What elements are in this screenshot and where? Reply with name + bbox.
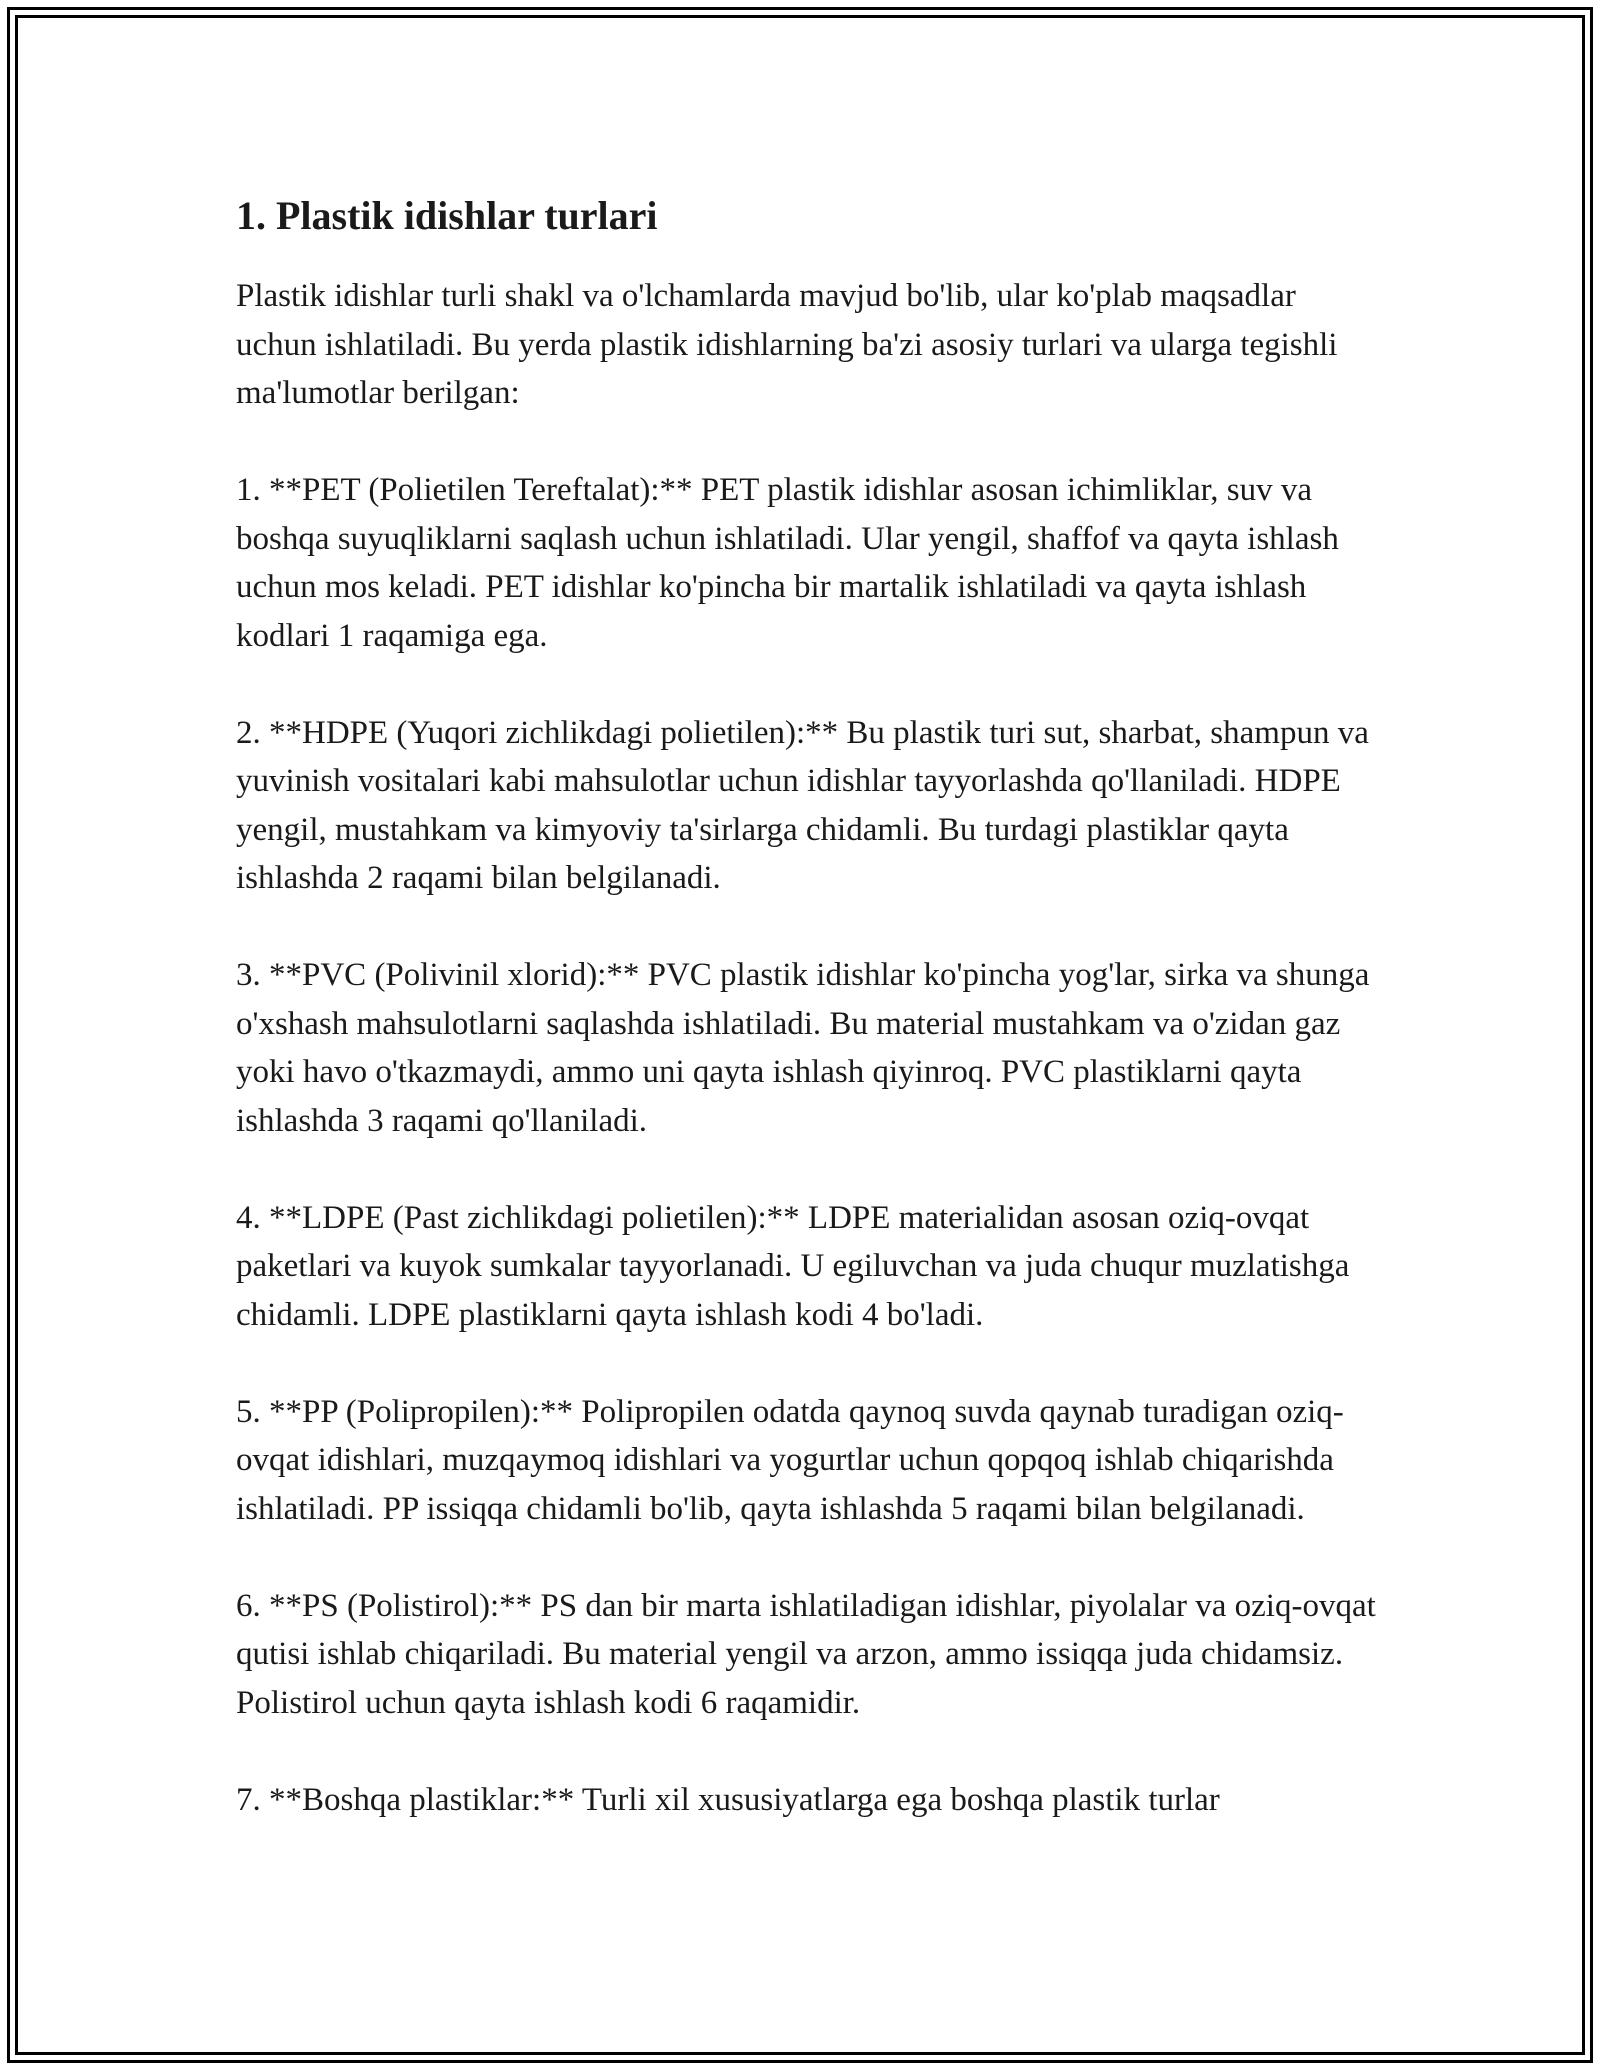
- list-item-pp: 5. **PP (Polipropilen):** Polipropilen odatda qaynoq suvda qaynab turadigan oziq-ovqat idishlari, muzqaymoq idishlari va yogurtlar uchun qopqoq ishlab chiqarishda ishlatiladi. PP issiqqa chidamli bo'lib, qayta ishlashda 5 raqami bilan belgilanadi.: [236, 1393, 1344, 1527]
- intro-paragraph: Plastik idishlar turli shakl va o'lchamlarda mavjud bo'lib, ular ko'plab maqsadlar uchun ishlatiladi. Bu yerda plastik idishlarning ba'zi asosiy turlari va ularga tegishli ma'lumotlar berilgan:: [236, 278, 1338, 411]
- list-item-ps: 6. **PS (Polistirol):** PS dan bir marta ishlatiladigan idishlar, piyolalar va oziq-ovqat qutisi ishlab chiqariladi. Bu material yengil va arzon, ammo issiqqa juda chidamsiz. Polistirol uchun qayta ishlash kodi 6 raqamidir.: [236, 1587, 1376, 1721]
- document-title: 1. Plastik idishlar turlari: [236, 193, 658, 238]
- list-item-hdpe: 2. **HDPE (Yuqori zichlikdagi polietilen):** Bu plastik turi sut, sharbat, shampun va yuvinish vositalari kabi mahsulotlar uchun idishlar tayyorlashda qo'llaniladi. HDPE yengil, mustahkam va kimyoviy ta'sirlarga chidamli. Bu turdagi plastiklar qayta ishlashda 2 raqami bilan belgilanadi.: [236, 714, 1369, 896]
- document-body: [236, 190, 1376, 1873]
- list-item-pvc: 3. **PVC (Polivinil xlorid):** PVC plastik idishlar ko'pincha yog'lar, sirka va shunga o'xshash mahsulotlarni saqlashda ishlatiladi. Bu material mustahkam va o'zidan gaz yoki havo o'tkazmaydi, ammo uni qayta ishlash qiyinroq. PVC plastiklarni qayta ishlashda 3 raqami qo'llaniladi.: [236, 957, 1370, 1139]
- list-item-ldpe: 4. **LDPE (Past zichlikdagi polietilen):** LDPE materialidan asosan oziq-ovqat paketlari va kuyok sumkalar tayyorlanadi. U egiluvchan va juda chuqur muzlatishga chidamli. LDPE plastiklarni qayta ishlash kodi 4 bo'ladi.: [236, 1199, 1350, 1333]
- list-item-pet: 1. **PET (Polietilen Tereftalat):** PET plastik idishlar asosan ichimliklar, suv va boshqa suyuqliklarni saqlash uchun ishlatiladi. Ular yengil, shaffof va qayta ishlash uchun mos keladi. PET idishlar ko'pincha bir martalik ishlatiladi va qayta ishlash kodlari 1 raqamiga ega.: [236, 472, 1339, 654]
- list-item-other: 7. **Boshqa plastiklar:** Turli xil xususiyatlarga ega boshqa plastik turlar: [236, 1781, 1220, 1818]
